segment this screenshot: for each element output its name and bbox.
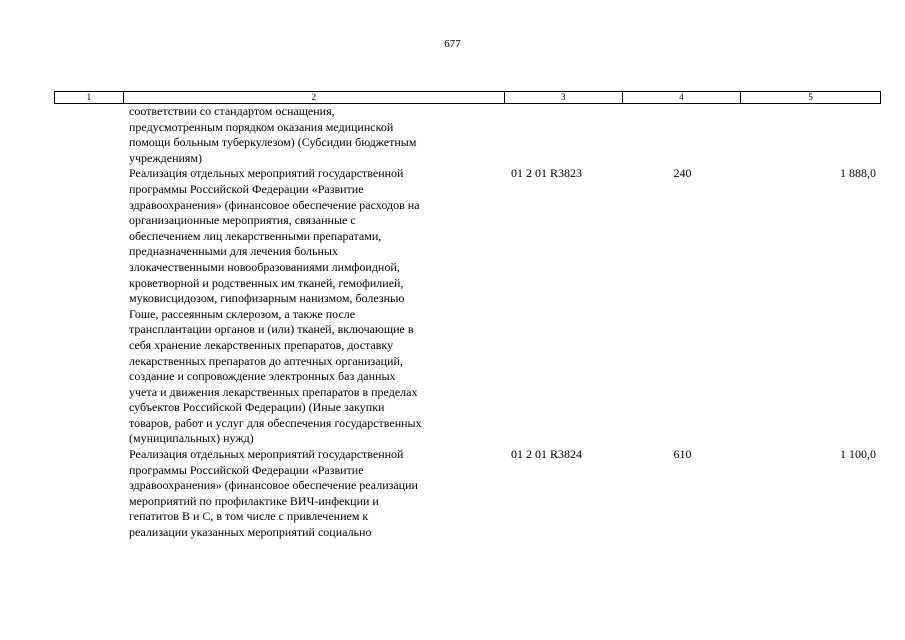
row-amount: 1 100,0: [840, 447, 876, 462]
description-line: обеспечением лиц лекарственными препаратами,: [129, 228, 382, 243]
description-line: создание и сопровождение электронных баз данных: [129, 369, 396, 384]
description-line: трансплантации органов и (или) тканей, включающие в: [129, 322, 414, 337]
description-line: здравоохранения» (финансовое обеспечение расходов на: [129, 197, 420, 212]
description-line: субъектов Российской Федерации) (Иные закупки: [129, 400, 385, 415]
description-line: товаров, работ и услуг для обеспечения государственных: [129, 415, 422, 430]
table-row: [54, 166, 881, 447]
description-line: себя хранение лекарственных препаратов, доставку: [129, 337, 394, 352]
description-line: гепатитов В и С, в том числе с привлечением к: [129, 509, 369, 524]
description-line: соответствии со стандартом оснащения,: [129, 104, 335, 118]
description-line: кроветворной и родственных им тканей, гемофилией,: [129, 275, 404, 290]
row-code: 01 2 01 R3824: [511, 447, 583, 462]
description-line: предназначенными для лечения больных: [129, 244, 338, 259]
description-line: Реализация отдельных мероприятий государственной: [129, 166, 404, 181]
description-line: злокачественными новообразованиями лимфоидной,: [129, 259, 400, 274]
row-description: [54, 166, 505, 447]
header-col-4: 4: [623, 92, 742, 103]
row-kvr: 240: [673, 166, 692, 181]
table-row: [54, 447, 881, 541]
row-amount: [742, 104, 881, 166]
description-line: учреждениям): [129, 150, 203, 165]
description-line: организационные мероприятия, связанные с: [129, 213, 356, 228]
table-row: [54, 104, 881, 166]
header-col-1: 1: [55, 92, 124, 103]
description-line: предусмотренным порядком оказания медицинской: [129, 119, 394, 134]
description-line: учета и движения лекарственных препаратов в пределах: [129, 384, 418, 399]
description-line: мероприятий по профилактике ВИЧ-инфекции и: [129, 493, 379, 508]
description-line: реализации указанных мероприятий социально: [129, 525, 372, 540]
row-description: [54, 104, 505, 166]
description-line: программы Российской Федерации «Развитие: [129, 462, 364, 477]
description-line: программы Российской Федерации «Развитие: [129, 181, 364, 196]
row-amount: 1 888,0: [840, 166, 876, 181]
description-line: лекарственных препаратов до аптечных организаций,: [129, 353, 403, 368]
header-col-2: 2: [124, 92, 505, 103]
description-line: муковисцидозом, гипофизарным нанизмом, болезнью: [129, 291, 405, 306]
description-line: Гоше, рассеянным склерозом, а также после: [129, 306, 356, 321]
header-col-5: 5: [808, 92, 813, 102]
description-line: здравоохранения» (финансовое обеспечение реализации: [129, 478, 418, 493]
row-description: [54, 447, 505, 541]
header-col-3: 3: [505, 92, 623, 103]
row-kvr: 610: [673, 447, 692, 462]
description-line: Реализация отдельных мероприятий государственной: [129, 447, 404, 462]
table-header-row: [54, 91, 881, 104]
row-code: [505, 104, 623, 166]
page-number: 677: [444, 38, 461, 50]
row-kvr: [623, 104, 742, 166]
description-line: (муниципальных) нужд): [129, 431, 254, 446]
table-body: [54, 104, 881, 541]
description-line: помощи больным туберкулезом) (Субсидии бюджетным: [129, 135, 417, 150]
row-code: 01 2 01 R3823: [511, 166, 583, 181]
